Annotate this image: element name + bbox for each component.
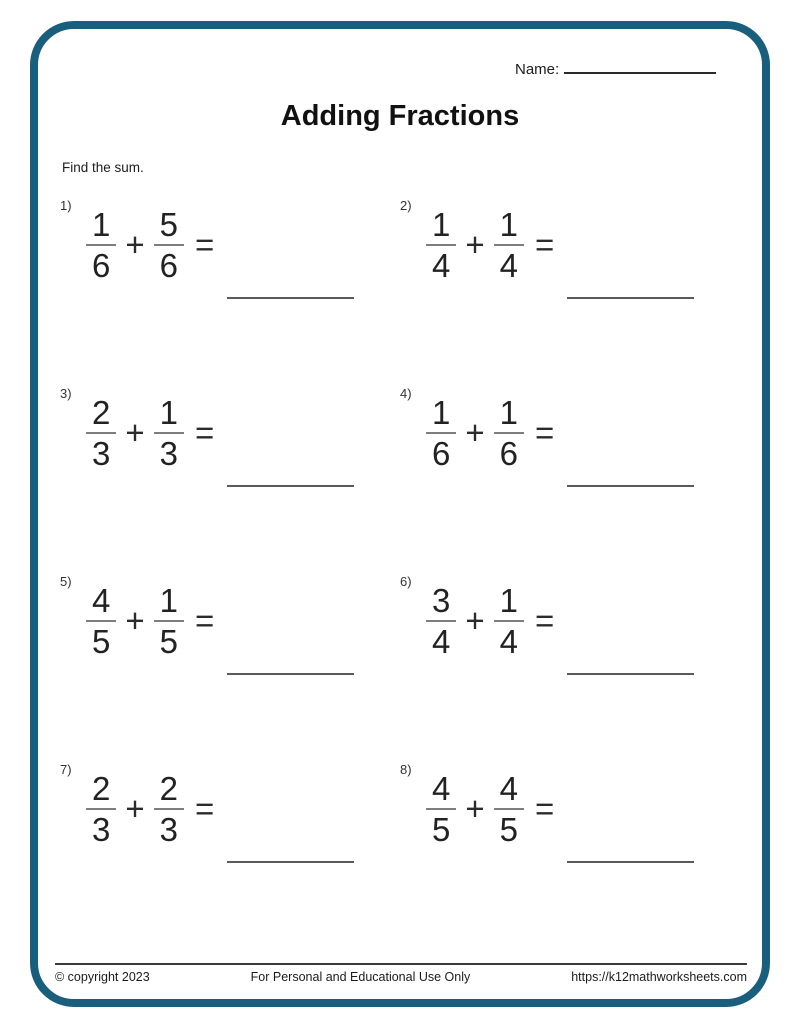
fraction-bar — [494, 808, 524, 810]
plus-sign: + — [125, 602, 145, 639]
expression — [426, 580, 740, 662]
equals-sign: = — [535, 602, 555, 639]
fraction-numerator: 1 — [92, 206, 111, 243]
usage-text: For Personal and Educational Use Only — [250, 970, 471, 984]
plus-sign: + — [125, 414, 145, 451]
fraction-bar — [86, 244, 116, 246]
fraction-numerator: 4 — [92, 582, 111, 619]
problem-2 — [400, 196, 740, 384]
answer-blank[interactable] — [567, 485, 694, 487]
fraction-bar — [494, 620, 524, 622]
fraction-bar — [154, 808, 184, 810]
plus-sign: + — [465, 226, 485, 263]
fraction-1 — [426, 770, 456, 848]
plus-sign: + — [465, 790, 485, 827]
answer-blank[interactable] — [567, 861, 694, 863]
expression — [86, 392, 400, 474]
fraction-denominator: 5 — [499, 811, 518, 848]
expression — [426, 768, 740, 850]
expression — [86, 580, 400, 662]
fraction-denominator: 5 — [432, 811, 451, 848]
fraction-bar — [154, 620, 184, 622]
problem-5 — [60, 572, 400, 760]
problem-8 — [400, 760, 740, 948]
problem-number: 8) — [400, 762, 412, 777]
plus-sign: + — [465, 414, 485, 451]
fraction-1 — [426, 206, 456, 284]
fraction-2 — [494, 770, 524, 848]
fraction-1 — [426, 394, 456, 472]
equals-sign: = — [535, 226, 555, 263]
equals-sign: = — [195, 602, 215, 639]
problem-number: 3) — [60, 386, 72, 401]
fraction-denominator: 3 — [159, 435, 178, 472]
fraction-bar — [86, 620, 116, 622]
fraction-2 — [494, 582, 524, 660]
equals-sign: = — [195, 414, 215, 451]
plus-sign: + — [125, 226, 145, 263]
name-label: Name: — [515, 61, 560, 78]
fraction-numerator: 2 — [92, 770, 111, 807]
fraction-denominator: 3 — [159, 811, 178, 848]
fraction-1 — [86, 206, 116, 284]
fraction-denominator: 3 — [92, 811, 111, 848]
fraction-2 — [154, 770, 184, 848]
answer-blank[interactable] — [567, 673, 694, 675]
answer-blank[interactable] — [567, 297, 694, 299]
fraction-bar — [86, 808, 116, 810]
footer — [55, 963, 747, 984]
fraction-2 — [154, 582, 184, 660]
fraction-bar — [426, 808, 456, 810]
problem-6 — [400, 572, 740, 760]
fraction-bar — [154, 432, 184, 434]
problem-3 — [60, 384, 400, 572]
fraction-denominator: 5 — [159, 623, 178, 660]
plus-sign: + — [125, 790, 145, 827]
fraction-denominator: 4 — [432, 623, 451, 660]
fraction-numerator: 4 — [499, 770, 518, 807]
equals-sign: = — [535, 790, 555, 827]
fraction-2 — [494, 206, 524, 284]
fraction-numerator: 1 — [159, 394, 178, 431]
fraction-2 — [494, 394, 524, 472]
problem-number: 4) — [400, 386, 412, 401]
fraction-bar — [494, 432, 524, 434]
fraction-bar — [426, 620, 456, 622]
copyright-text: © copyright 2023 — [55, 970, 150, 984]
fraction-numerator: 2 — [92, 394, 111, 431]
fraction-bar — [426, 244, 456, 246]
fraction-bar — [426, 432, 456, 434]
answer-blank[interactable] — [227, 673, 354, 675]
problem-1 — [60, 196, 400, 384]
fraction-2 — [154, 206, 184, 284]
fraction-denominator: 4 — [499, 247, 518, 284]
answer-blank[interactable] — [227, 297, 354, 299]
problem-number: 7) — [60, 762, 72, 777]
fraction-numerator: 1 — [432, 206, 451, 243]
instruction-text: Find the sum. — [62, 160, 144, 175]
fraction-numerator: 5 — [159, 206, 178, 243]
website-url: https://k12mathworksheets.com — [571, 970, 747, 984]
problem-number: 1) — [60, 198, 72, 213]
fraction-denominator: 6 — [499, 435, 518, 472]
fraction-1 — [86, 394, 116, 472]
fraction-denominator: 4 — [432, 247, 451, 284]
fraction-bar — [154, 244, 184, 246]
problems-grid — [60, 196, 740, 948]
expression — [426, 392, 740, 474]
fraction-denominator: 6 — [159, 247, 178, 284]
equals-sign: = — [535, 414, 555, 451]
name-blank[interactable] — [564, 58, 716, 74]
fraction-numerator: 1 — [499, 582, 518, 619]
equals-sign: = — [195, 790, 215, 827]
fraction-numerator: 4 — [432, 770, 451, 807]
equals-sign: = — [195, 226, 215, 263]
problem-7 — [60, 760, 400, 948]
fraction-bar — [86, 432, 116, 434]
problem-4 — [400, 384, 740, 572]
fraction-denominator: 5 — [92, 623, 111, 660]
problem-number: 5) — [60, 574, 72, 589]
fraction-2 — [154, 394, 184, 472]
expression — [86, 768, 400, 850]
page-title: Adding Fractions — [280, 100, 520, 132]
fraction-1 — [86, 582, 116, 660]
fraction-numerator: 1 — [159, 582, 178, 619]
answer-blank[interactable] — [227, 861, 354, 863]
expression — [86, 204, 400, 286]
answer-blank[interactable] — [227, 485, 354, 487]
fraction-numerator: 3 — [432, 582, 451, 619]
fraction-1 — [426, 582, 456, 660]
fraction-bar — [494, 244, 524, 246]
fraction-numerator: 1 — [499, 206, 518, 243]
problem-number: 2) — [400, 198, 412, 213]
fraction-1 — [86, 770, 116, 848]
fraction-denominator: 4 — [499, 623, 518, 660]
fraction-numerator: 1 — [432, 394, 451, 431]
name-row — [515, 58, 716, 78]
problem-number: 6) — [400, 574, 412, 589]
fraction-denominator: 3 — [92, 435, 111, 472]
fraction-numerator: 2 — [159, 770, 178, 807]
expression — [426, 204, 740, 286]
plus-sign: + — [465, 602, 485, 639]
fraction-denominator: 6 — [432, 435, 451, 472]
fraction-denominator: 6 — [92, 247, 111, 284]
fraction-numerator: 1 — [499, 394, 518, 431]
